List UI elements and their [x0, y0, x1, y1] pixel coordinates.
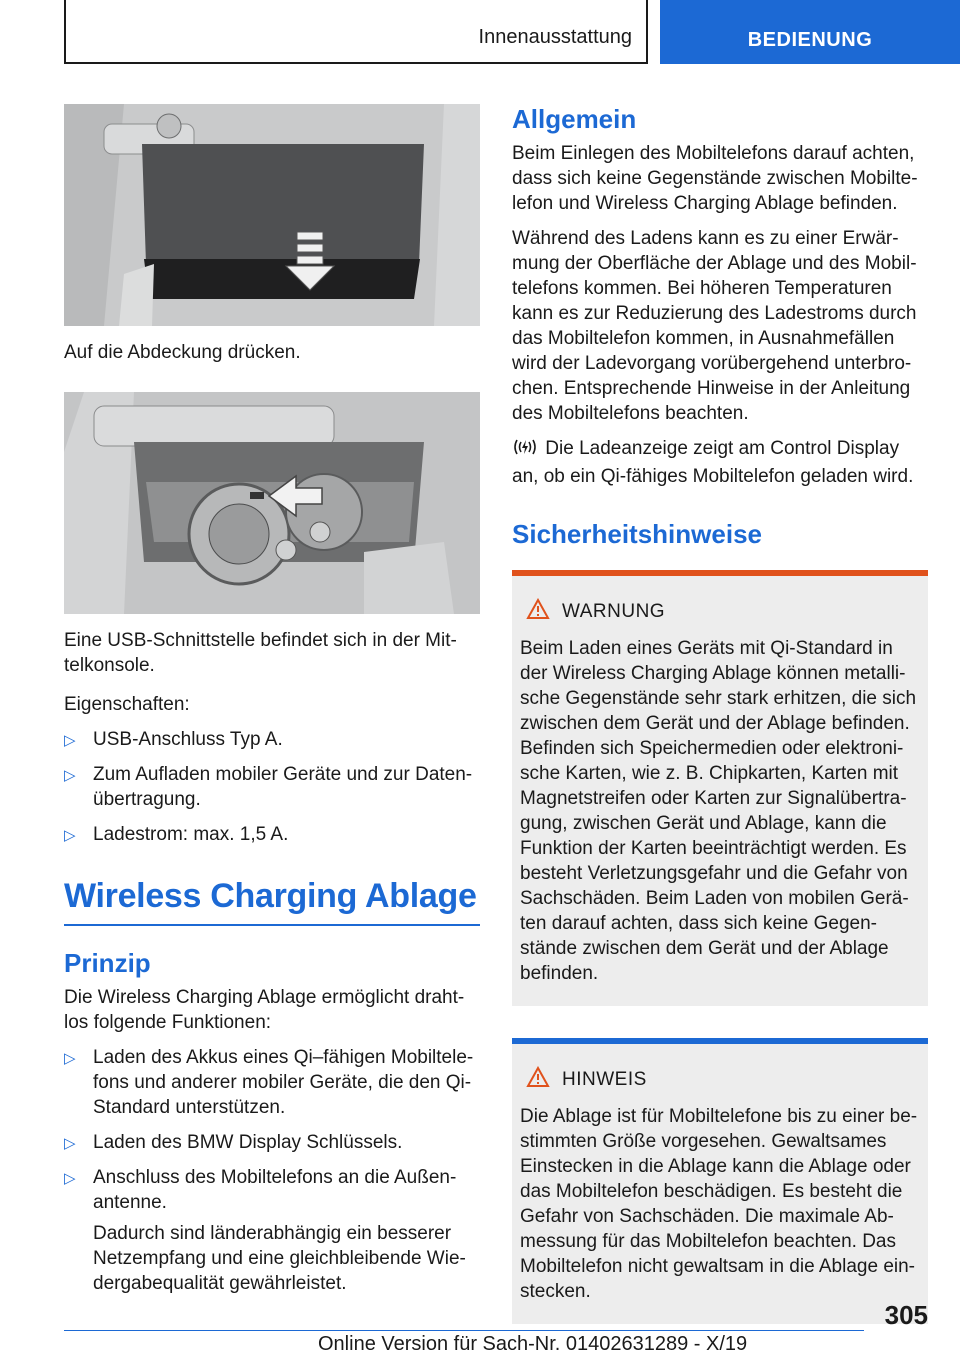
photo-caption-usb: Eine USB-Schnittstelle befindet sich in der Mit-telkonsole.	[64, 630, 457, 676]
triangle-bullet-icon: ▷	[64, 1050, 76, 1067]
footer-version-text: Online Version für Sach-Nr. 01402631289 - X/19	[318, 1333, 748, 1355]
note-title-row	[520, 1066, 920, 1094]
warning-triangle-icon	[526, 598, 550, 626]
principle-intro: Die Wireless Charging Ablage ermöglicht draht-los folgende Funktionen:	[64, 987, 465, 1033]
triangle-bullet-icon: ▷	[64, 827, 76, 844]
warning-box	[512, 570, 928, 1006]
triangle-bullet-icon: ▷	[64, 767, 76, 784]
general-para-1: Beim Einlegen des Mobiltelefons darauf achten, dass sich keine Gegenstände zwischen Mobilte-lefon und Wireless Charging Ablage befinden.	[512, 143, 918, 214]
section-heading-wireless: Wireless Charging Ablage	[64, 877, 480, 926]
triangle-bullet-icon: ▷	[64, 1170, 76, 1187]
left-column	[64, 104, 480, 1296]
warning-text: Beim Laden eines Geräts mit Qi-Standard in der Wireless Charging Ablage können metalli-sche Gegenstände sehr stark erhitzen, die sich zwischen dem Gerät und der Ablage befinden. Befinden sich Speichermedien oder elektroni-sche Karten, wie z. B. Chipkarten, Karten mit Magnetstreifen oder Karten zur Signalübertra-gung, zwischen Gerät und Ablage, kann die Funktion der Karten beeinträchtigt werden. Es besteht Verletzungsgefahr und die Gefahr von Sachschäden. Beim Laden von mobilen Gerä-ten darauf achten, dass sich keine Gegen-stände zwischen dem Gerät und der Ablage befinden.	[520, 638, 917, 984]
footer-divider	[64, 1330, 864, 1331]
note-box	[512, 1038, 928, 1324]
header-chapter-tab[interactable]: BEDIENUNG	[660, 0, 960, 64]
photo-press-cover	[64, 104, 480, 326]
list-item: ▷ USB-Anschluss Typ A.	[64, 727, 480, 752]
subheading-principle: Prinzip	[64, 948, 151, 978]
list-item: ▷ Anschluss des Mobiltelefons an die Außen-antenne. Dadurch sind länderabhängig ein besserer Netzempfang und eine gleichbleibende Wie-dergabequalität gewährleistet.	[64, 1165, 480, 1296]
list-item: ▷ Laden des Akkus eines Qi–fähigen Mobiltele-fons und anderer mobiler Geräte, die den Qi-Standard unterstützen.	[64, 1047, 474, 1118]
properties-list	[64, 727, 480, 847]
header-section-box	[64, 0, 648, 64]
triangle-bullet-icon: ▷	[64, 732, 76, 749]
triangle-bullet-icon: ▷	[64, 1135, 76, 1152]
functions-list	[64, 1045, 480, 1296]
warning-title: WARNUNG	[562, 601, 666, 622]
wireless-charging-icon	[512, 437, 540, 464]
note-text: Die Ablage ist für Mobiltelefone bis zu einer be-stimmten Größe vorgesehen. Gewaltsames Einstecken in die Ablage kann die Ablage oder das Mobiltelefon beschädigen. Es besteht die Gefahr von Sachschäden. Die maximale Ab-messung für das Mobiltelefon beachten. Das Mobiltelefon nicht gewaltsam in die Ablage ein-stecken.	[520, 1106, 918, 1302]
general-para-3: Die Ladeanzeige zeigt am Control Display an, ob ein Qi-fähiges Mobiltelefon geladen wird.	[512, 438, 914, 487]
right-column	[512, 104, 928, 1324]
photo-caption-press: Auf die Abdeckung drücken.	[64, 342, 301, 363]
list-item: ▷ Laden des BMW Display Schlüssels.	[64, 1130, 480, 1155]
properties-label: Eigenschaften:	[64, 694, 190, 715]
functions-extra-note: Dadurch sind länderabhängig ein besserer Netzempfang und eine gleichbleibende Wie-dergabequalität gewährleistet.	[93, 1223, 466, 1294]
photo-usb-port	[64, 392, 480, 614]
list-item: ▷ Zum Aufladen mobiler Geräte und zur Daten-übertragung.	[64, 764, 473, 810]
note-triangle-icon	[526, 1066, 550, 1094]
page-number: 305	[884, 1300, 928, 1330]
list-item: ▷ Ladestrom: max. 1,5 A.	[64, 822, 480, 847]
note-title: HINWEIS	[562, 1069, 647, 1090]
heading-general: Allgemein	[512, 104, 637, 134]
warning-title-row	[520, 598, 920, 626]
heading-safety: Sicherheitshinweise	[512, 519, 762, 549]
general-para-2: Während des Ladens kann es zu einer Erwär-mung der Oberfläche der Ablage und des Mobil-telefons kommen. Bei höheren Temperaturen kann es zur Reduzierung des Ladestroms durch das Mobiltelefon kommen, in Ausnahmefällen wird der Ladevorgang vorübergehend unterbro-chen. Entsprechende Hinweise in der Anleitung des Mobiltelefons beachten.	[512, 228, 917, 424]
header-section-title: Innenausstattung	[478, 26, 632, 48]
